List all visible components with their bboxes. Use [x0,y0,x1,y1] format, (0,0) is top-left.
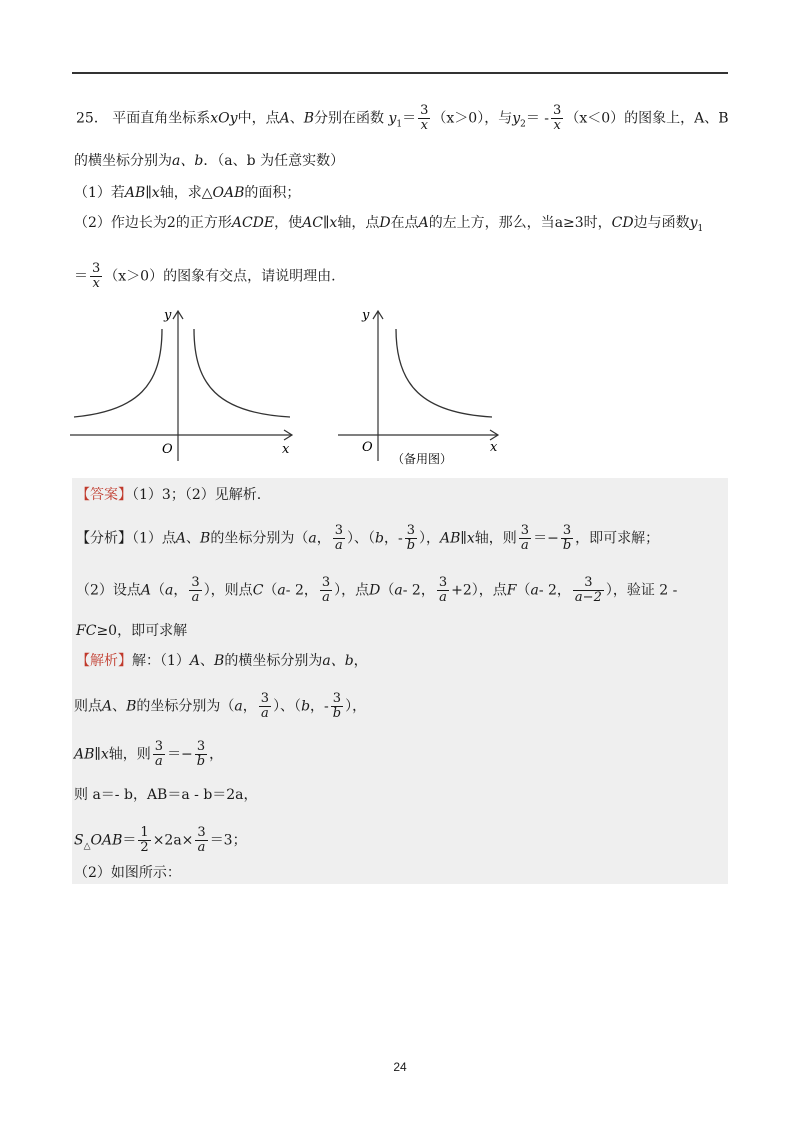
problem-line-2: 的横坐标分别为a、b．（a、b 为任意实数） [74,153,345,169]
solution-line-4: $S_\triangle OAB=$ $\frac{1}{2}$ ×2a× $\frac{3}{a}$ ＝3； [74,825,247,855]
x-label: x [490,440,498,455]
curve-right [194,329,290,417]
problem-number: 25． [76,110,108,127]
solution-line-1: 则点A、B的坐标分别为（a， $\frac{3}{a}$ ）、（b，- $\frac{3}{b}$ ）， [74,691,367,721]
solution-line-3: 则 a＝- b，AB＝a - b＝2a， [74,787,258,803]
curve-left [74,329,162,417]
origin-label: O [162,442,173,457]
solution-tag: 【解析】 [76,653,132,669]
analysis-line-2: （2）设点A（a， $\frac{3}{a}$ ），则点C（a- 2， $\frac{3}{a}$ ），点D（a- 2， $\frac{3}{a}$ +2），点F（a- 2， $\frac{3}{a-2}$ ），验证 2 - [76,575,678,605]
curve-right [396,329,492,417]
question-2-line-2: ＝ $\frac{3}{x}$ （x＞0）的图象有交点，请说明理由. [74,261,336,291]
problem-line-1: 25． 平面直角坐标系xOy中，点A、B分别在函数 $y_1=$ $\frac{3}{x}$ （x＞0），与$y_2=$ - $\frac{3}{x}$ （x＜0）的图象上，A、B [76,103,729,133]
solution-line-0: 【解析】解：（1）A、B的横坐标分别为a、b， [76,653,368,669]
analysis-line-3: FC≥0，即可求解 [76,623,188,639]
graph-caption: （备用图） [392,452,453,466]
analysis-tag: 【分析】 [76,530,132,547]
solution-line-2: AB∥x轴，则 $\frac{3}{a}$ ＝− $\frac{3}{b}$ ， [74,739,224,769]
solution-line-5: （2）如图所示： [74,865,181,881]
header-rule [72,72,728,74]
question-2-line-1: （2）作边长为2的正方形ACDE，使AC∥x轴，点D在点A的左上方，那么，当a≥3时，CD边与函数$y_1$ [74,215,704,234]
answer-line: 【答案】（1）3；（2）见解析. [76,487,262,503]
page-number: 24 [393,1060,407,1074]
origin-label: O [362,440,373,455]
fraction-3-over-x: $\frac{3}{x}$ [420,103,429,133]
graph-hyperbola-right [334,305,504,470]
question-1: （1）若AB∥x轴，求△OAB的面积； [74,185,301,201]
y-label: y [362,308,370,323]
answer-tag: 【答案】 [76,487,132,503]
y-label: y [164,308,172,323]
graph-hyperbola-both [68,305,298,465]
analysis-line-1: 【分析】（1）点A、B的坐标分别为（a， $\frac{3}{a}$ ）、（b，- $\frac{3}{b}$ ），AB∥x轴，则 $\frac{3}{a}$ ＝− $\frac{3}{b}$ ，即可求解； [76,523,660,553]
x-label: x [282,442,290,457]
